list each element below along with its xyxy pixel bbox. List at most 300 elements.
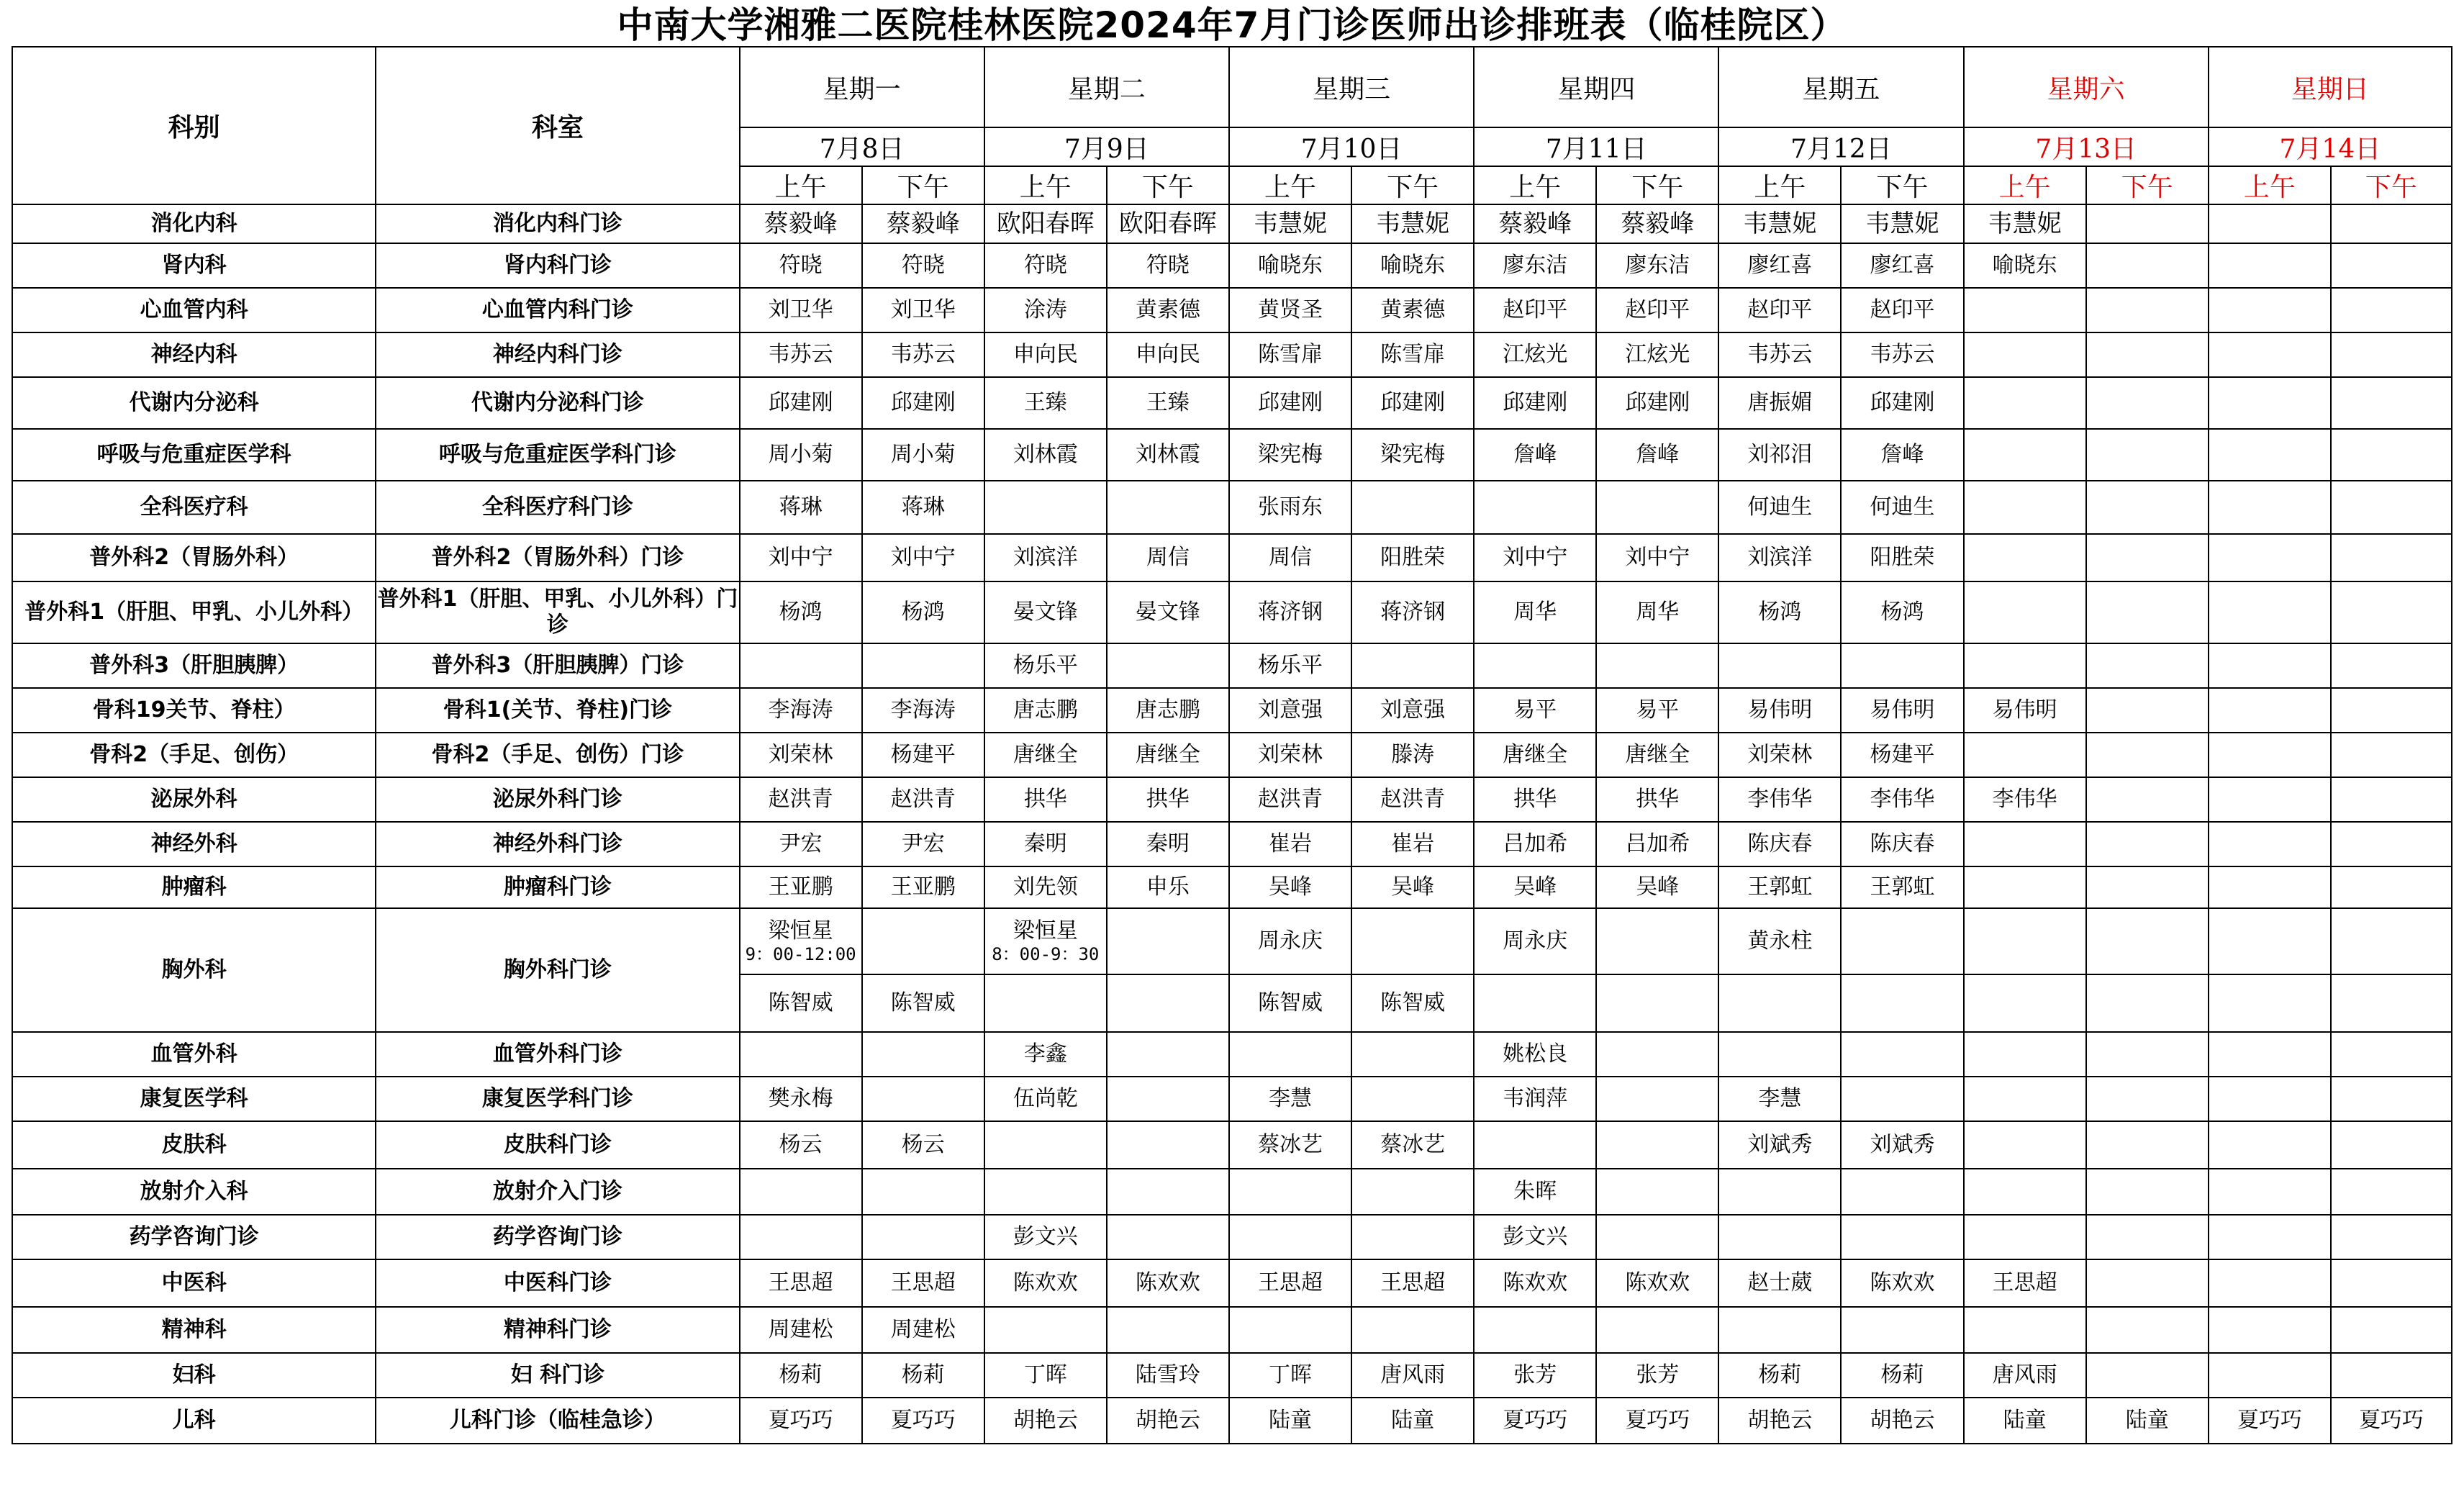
doctor-cell <box>2209 1121 2331 1169</box>
doctor-cell: 易伟明 <box>1964 688 2086 733</box>
table-row <box>12 243 2452 288</box>
doctor-cell: 刘中宁 <box>862 534 984 581</box>
doctor-cell: 张芳 <box>1474 1353 1596 1398</box>
doctor-cell: 陈智威 <box>1229 974 1351 1032</box>
doctor-cell: 周信 <box>1229 534 1351 581</box>
doctor-cell <box>2209 1259 2331 1307</box>
room-cell: 全科医疗科门诊 <box>376 481 739 534</box>
doctor-cell: 王思超 <box>740 1259 862 1307</box>
table-row <box>12 288 2452 332</box>
doctor-cell <box>2331 1215 2452 1259</box>
doctor-cell: 喻晓东 <box>1229 243 1351 288</box>
doctor-cell <box>1964 733 2086 777</box>
doctor-cell: 陈庆春 <box>1841 822 1963 866</box>
doctor-cell: 杨鸿 <box>1718 581 1841 643</box>
doctor-cell: 刘荣林 <box>740 733 862 777</box>
doctor-cell <box>1596 1169 1718 1215</box>
doctor-cell <box>2209 332 2331 377</box>
am-header: 上午 <box>1474 166 1596 204</box>
doctor-cell: 赵士葳 <box>1718 1259 1841 1307</box>
doctor-cell: 韦苏云 <box>1718 332 1841 377</box>
doctor-cell: 陈庆春 <box>1718 822 1841 866</box>
dept-cell: 药学咨询门诊 <box>12 1215 376 1259</box>
doctor-cell <box>1107 1169 1229 1215</box>
dept-cell: 放射介入科 <box>12 1169 376 1215</box>
doctor-cell: 陈欢欢 <box>1596 1259 1718 1307</box>
doctor-cell: 朱晖 <box>1474 1169 1596 1215</box>
table-row <box>12 534 2452 581</box>
doctor-cell <box>1351 1169 1474 1215</box>
doctor-cell: 杨云 <box>740 1121 862 1169</box>
doctor-cell: 蔡毅峰 <box>1596 204 1718 243</box>
doctor-cell <box>2209 777 2331 822</box>
table-row <box>12 429 2452 481</box>
doctor-cell: 周华 <box>1474 581 1596 643</box>
doctor-cell <box>1351 481 1474 534</box>
doctor-cell <box>1351 908 1474 974</box>
doctor-cell: 阳胜荣 <box>1841 534 1963 581</box>
doctor-cell <box>2086 332 2209 377</box>
doctor-cell <box>1964 1032 2086 1077</box>
pm-header: 下午 <box>1107 166 1229 204</box>
am-header: 上午 <box>1964 166 2086 204</box>
doctor-cell <box>2331 643 2452 688</box>
doctor-cell <box>2209 733 2331 777</box>
doctor-cell: 廖红喜 <box>1841 243 1963 288</box>
doctor-cell: 唐风雨 <box>1964 1353 2086 1398</box>
doctor-cell <box>1107 908 1229 974</box>
doctor-cell <box>1596 1215 1718 1259</box>
doctor-cell: 王亚鹏 <box>740 866 862 908</box>
doctor-cell <box>1474 908 1596 974</box>
date-header: 7月14日 <box>2209 127 2452 166</box>
doctor-cell <box>1841 974 1963 1032</box>
doctor-cell: 夏巧巧 <box>1474 1398 1596 1444</box>
doctor-cell: 杨云 <box>862 1121 984 1169</box>
room-cell: 皮肤科门诊 <box>376 1121 739 1169</box>
doctor-cell: 伍尚乾 <box>984 1077 1107 1121</box>
doctor-cell <box>1964 1121 2086 1169</box>
doctor-cell <box>1964 974 2086 1032</box>
doctor-cell <box>1718 1169 1841 1215</box>
doctor-cell <box>2086 1353 2209 1398</box>
doctor-cell: 杨鸿 <box>740 581 862 643</box>
doctor-cell: 李海涛 <box>862 688 984 733</box>
doctor-cell <box>740 1169 862 1215</box>
doctor-cell: 夏巧巧 <box>740 1398 862 1444</box>
page-title: 中南大学湘雅二医院桂林医院2024年7月门诊医师出诊排班表（临桂院区） <box>617 4 1847 46</box>
doctor-cell: 周建松 <box>862 1307 984 1353</box>
doctor-cell <box>1964 481 2086 534</box>
doctor-cell: 李慧 <box>1229 1077 1351 1121</box>
doctor-cell <box>1964 822 2086 866</box>
doctor-cell: 蔡毅峰 <box>740 204 862 243</box>
pm-header: 下午 <box>2331 166 2452 204</box>
doctor-cell <box>862 1215 984 1259</box>
doctor-cell <box>1107 481 1229 534</box>
dept-cell: 代谢内分泌科 <box>12 377 376 429</box>
doctor-cell: 韦慧妮 <box>1229 204 1351 243</box>
doctor-cell <box>1718 1032 1841 1077</box>
doctor-cell: 詹峰 <box>1841 429 1963 481</box>
table-row <box>12 204 2452 243</box>
doctor-cell: 韦润萍 <box>1474 1077 1596 1121</box>
column-header-room: 科室 <box>376 47 739 204</box>
doctor-cell: 李鑫 <box>984 1032 1107 1077</box>
doctor-cell <box>2209 243 2331 288</box>
doctor-cell <box>1229 1307 1351 1353</box>
doctor-cell: 廖红喜 <box>1718 243 1841 288</box>
doctor-cell <box>1718 1307 1841 1353</box>
doctor-cell <box>1964 377 2086 429</box>
doctor-name: 周永庆 <box>1503 928 1568 954</box>
doctor-cell: 李伟华 <box>1841 777 1963 822</box>
doctor-cell: 韦苏云 <box>740 332 862 377</box>
doctor-cell: 韦苏云 <box>862 332 984 377</box>
doctor-cell <box>2086 534 2209 581</box>
doctor-cell: 黄贤圣 <box>1229 288 1351 332</box>
doctor-cell: 周信 <box>1107 534 1229 581</box>
doctor-cell <box>2209 1307 2331 1353</box>
doctor-name: 周永庆 <box>1258 928 1323 954</box>
room-cell: 普外科3（肝胆胰脾）门诊 <box>376 643 739 688</box>
doctor-cell: 张芳 <box>1596 1353 1718 1398</box>
room-cell: 放射介入门诊 <box>376 1169 739 1215</box>
doctor-cell <box>1351 643 1474 688</box>
doctor-cell: 喻晓东 <box>1964 243 2086 288</box>
doctor-cell: 詹峰 <box>1474 429 1596 481</box>
room-cell: 药学咨询门诊 <box>376 1215 739 1259</box>
doctor-cell <box>2209 204 2331 243</box>
doctor-cell: 刘斌秀 <box>1718 1121 1841 1169</box>
doctor-cell <box>862 908 984 974</box>
doctor-cell: 韦苏云 <box>1841 332 1963 377</box>
doctor-cell <box>740 643 862 688</box>
room-cell: 胸外科门诊 <box>376 908 739 1032</box>
dept-cell: 肾内科 <box>12 243 376 288</box>
doctor-cell: 符晓 <box>740 243 862 288</box>
doctor-cell: 唐继全 <box>1107 733 1229 777</box>
doctor-cell: 胡艳云 <box>1107 1398 1229 1444</box>
doctor-cell <box>984 1307 1107 1353</box>
doctor-cell <box>2331 429 2452 481</box>
doctor-cell: 拱华 <box>984 777 1107 822</box>
table-row <box>12 643 2452 688</box>
doctor-cell <box>1841 1169 1963 1215</box>
doctor-cell: 夏巧巧 <box>2209 1398 2331 1444</box>
doctor-cell: 胡艳云 <box>1718 1398 1841 1444</box>
doctor-cell: 刘先领 <box>984 866 1107 908</box>
table-row <box>12 1121 2452 1169</box>
doctor-cell: 易伟明 <box>1718 688 1841 733</box>
am-header: 上午 <box>740 166 862 204</box>
doctor-cell: 夏巧巧 <box>862 1398 984 1444</box>
room-cell: 骨科1(关节、脊柱)门诊 <box>376 688 739 733</box>
doctor-cell: 刘荣林 <box>1229 733 1351 777</box>
doctor-cell <box>2331 581 2452 643</box>
doctor-cell: 赵印平 <box>1841 288 1963 332</box>
dept-cell: 精神科 <box>12 1307 376 1353</box>
dept-cell: 中医科 <box>12 1259 376 1307</box>
doctor-cell: 彭文兴 <box>1474 1215 1596 1259</box>
room-cell: 神经内科门诊 <box>376 332 739 377</box>
doctor-cell: 拱华 <box>1474 777 1596 822</box>
doctor-cell <box>2086 643 2209 688</box>
doctor-cell: 赵洪青 <box>1351 777 1474 822</box>
doctor-cell <box>2086 688 2209 733</box>
doctor-cell: 王思超 <box>1351 1259 1474 1307</box>
doctor-cell <box>1964 429 2086 481</box>
doctor-cell: 夏巧巧 <box>2331 1398 2452 1444</box>
doctor-cell <box>1596 1121 1718 1169</box>
doctor-cell <box>1964 581 2086 643</box>
doctor-cell: 秦明 <box>1107 822 1229 866</box>
doctor-cell: 周华 <box>1596 581 1718 643</box>
room-cell: 骨科2（手足、创伤）门诊 <box>376 733 739 777</box>
doctor-cell <box>2209 377 2331 429</box>
time-range: 8：00-9：30 <box>992 944 1100 964</box>
doctor-cell <box>2086 733 2209 777</box>
dept-cell: 血管外科 <box>12 1032 376 1077</box>
doctor-cell <box>1964 1215 2086 1259</box>
doctor-cell <box>2331 908 2452 974</box>
dept-cell: 神经外科 <box>12 822 376 866</box>
table-row <box>12 1259 2452 1307</box>
doctor-cell <box>2331 1169 2452 1215</box>
doctor-cell <box>1964 643 2086 688</box>
doctor-cell <box>2209 534 2331 581</box>
doctor-cell <box>984 481 1107 534</box>
doctor-cell <box>740 908 862 974</box>
doctor-cell: 唐继全 <box>1596 733 1718 777</box>
doctor-cell: 唐志鹏 <box>1107 688 1229 733</box>
doctor-cell: 吴峰 <box>1351 866 1474 908</box>
doctor-cell <box>1351 1077 1474 1121</box>
doctor-cell <box>2086 1032 2209 1077</box>
table-row <box>12 1353 2452 1398</box>
doctor-cell <box>2331 1121 2452 1169</box>
doctor-cell: 杨鸿 <box>1841 581 1963 643</box>
room-cell: 肿瘤科门诊 <box>376 866 739 908</box>
doctor-cell <box>2086 1307 2209 1353</box>
doctor-cell: 刘中宁 <box>1596 534 1718 581</box>
doctor-cell <box>2209 974 2331 1032</box>
doctor-cell: 丁晖 <box>984 1353 1107 1398</box>
doctor-cell: 杨建平 <box>862 733 984 777</box>
doctor-cell <box>2086 866 2209 908</box>
doctor-cell: 唐振媚 <box>1718 377 1841 429</box>
dept-cell: 肿瘤科 <box>12 866 376 908</box>
doctor-cell <box>2209 1215 2331 1259</box>
date-header: 7月10日 <box>1229 127 1474 166</box>
date-header: 7月8日 <box>740 127 984 166</box>
doctor-cell: 易平 <box>1474 688 1596 733</box>
doctor-cell: 杨建平 <box>1841 733 1963 777</box>
doctor-cell: 吴峰 <box>1596 866 1718 908</box>
doctor-cell: 王思超 <box>862 1259 984 1307</box>
doctor-cell <box>2331 777 2452 822</box>
doctor-cell: 李伟华 <box>1964 777 2086 822</box>
doctor-cell <box>1107 1307 1229 1353</box>
doctor-cell <box>2086 908 2209 974</box>
doctor-cell <box>2331 1353 2452 1398</box>
doctor-cell <box>2209 429 2331 481</box>
date-header: 7月11日 <box>1474 127 1718 166</box>
doctor-cell: 唐继全 <box>984 733 1107 777</box>
doctor-cell: 邱建刚 <box>1841 377 1963 429</box>
doctor-cell <box>862 1169 984 1215</box>
doctor-cell <box>1107 1215 1229 1259</box>
doctor-cell: 蒋济钢 <box>1229 581 1351 643</box>
doctor-cell <box>2209 866 2331 908</box>
room-cell: 血管外科门诊 <box>376 1032 739 1077</box>
day-header: 星期一 <box>740 47 984 127</box>
doctor-cell: 陈智威 <box>1351 974 1474 1032</box>
dept-cell: 呼吸与危重症医学科 <box>12 429 376 481</box>
doctor-cell <box>1474 643 1596 688</box>
doctor-cell: 秦明 <box>984 822 1107 866</box>
doctor-cell <box>1107 643 1229 688</box>
doctor-cell: 陆童 <box>1351 1398 1474 1444</box>
doctor-cell: 陈欢欢 <box>1107 1259 1229 1307</box>
doctor-cell <box>2331 974 2452 1032</box>
doctor-cell <box>2086 581 2209 643</box>
doctor-cell <box>1474 974 1596 1032</box>
doctor-cell: 韦慧妮 <box>1718 204 1841 243</box>
doctor-cell: 彭文兴 <box>984 1215 1107 1259</box>
doctor-cell: 拱华 <box>1596 777 1718 822</box>
doctor-cell <box>2331 733 2452 777</box>
doctor-cell: 滕涛 <box>1351 733 1474 777</box>
doctor-cell: 陈智威 <box>862 974 984 1032</box>
doctor-cell: 崔岩 <box>1351 822 1474 866</box>
room-cell: 代谢内分泌科门诊 <box>376 377 739 429</box>
doctor-cell: 尹宏 <box>862 822 984 866</box>
doctor-cell <box>2331 243 2452 288</box>
doctor-cell: 樊永梅 <box>740 1077 862 1121</box>
doctor-cell: 胡艳云 <box>1841 1398 1963 1444</box>
table-row <box>12 1032 2452 1077</box>
doctor-cell: 邱建刚 <box>862 377 984 429</box>
doctor-cell: 吕加希 <box>1474 822 1596 866</box>
room-cell: 妇 科门诊 <box>376 1353 739 1398</box>
am-header: 上午 <box>2209 166 2331 204</box>
doctor-cell: 韦慧妮 <box>1964 204 2086 243</box>
doctor-cell <box>984 974 1107 1032</box>
doctor-cell: 蒋琳 <box>740 481 862 534</box>
doctor-cell: 胡艳云 <box>984 1398 1107 1444</box>
doctor-cell: 李慧 <box>1718 1077 1841 1121</box>
doctor-cell: 赵洪青 <box>740 777 862 822</box>
doctor-cell: 阳胜荣 <box>1351 534 1474 581</box>
doctor-cell: 何迪生 <box>1718 481 1841 534</box>
room-cell: 呼吸与危重症医学科门诊 <box>376 429 739 481</box>
doctor-cell <box>1596 1032 1718 1077</box>
doctor-cell: 赵洪青 <box>1229 777 1351 822</box>
doctor-cell: 王思超 <box>1229 1259 1351 1307</box>
schedule-table <box>12 46 2452 1444</box>
doctor-cell <box>2209 581 2331 643</box>
doctor-cell: 刘中宁 <box>740 534 862 581</box>
table-row <box>12 1077 2452 1121</box>
doctor-cell <box>862 643 984 688</box>
doctor-cell <box>2086 243 2209 288</box>
doctor-cell <box>2209 481 2331 534</box>
doctor-cell <box>2331 1307 2452 1353</box>
am-header: 上午 <box>1718 166 1841 204</box>
doctor-cell <box>1964 908 2086 974</box>
pm-header: 下午 <box>862 166 984 204</box>
doctor-cell: 蔡毅峰 <box>1474 204 1596 243</box>
doctor-cell <box>1351 1307 1474 1353</box>
room-cell: 精神科门诊 <box>376 1307 739 1353</box>
doctor-cell: 吴峰 <box>1474 866 1596 908</box>
date-header: 7月13日 <box>1964 127 2209 166</box>
doctor-cell: 丁晖 <box>1229 1353 1351 1398</box>
room-cell: 儿科门诊（临桂急诊） <box>376 1398 739 1444</box>
doctor-cell <box>1596 1307 1718 1353</box>
doctor-cell: 刘祁泪 <box>1718 429 1841 481</box>
doctor-cell: 尹宏 <box>740 822 862 866</box>
doctor-cell: 杨乐平 <box>984 643 1107 688</box>
table-row <box>12 777 2452 822</box>
doctor-cell: 王臻 <box>984 377 1107 429</box>
doctor-cell: 蔡冰艺 <box>1229 1121 1351 1169</box>
doctor-cell: 杨鸿 <box>862 581 984 643</box>
column-header-dept: 科别 <box>12 47 376 204</box>
dept-cell: 骨科19关节、脊柱） <box>12 688 376 733</box>
doctor-cell <box>984 1121 1107 1169</box>
table-row <box>12 481 2452 534</box>
doctor-cell <box>740 1215 862 1259</box>
pm-header: 下午 <box>2086 166 2209 204</box>
doctor-cell: 易平 <box>1596 688 1718 733</box>
date-header: 7月9日 <box>984 127 1229 166</box>
doctor-cell: 晏文锋 <box>1107 581 1229 643</box>
doctor-cell <box>1107 1121 1229 1169</box>
doctor-cell: 邱建刚 <box>1474 377 1596 429</box>
doctor-cell <box>2086 481 2209 534</box>
doctor-cell <box>2331 481 2452 534</box>
doctor-cell <box>2086 377 2209 429</box>
doctor-cell <box>2086 822 2209 866</box>
doctor-cell <box>2209 822 2331 866</box>
doctor-cell: 刘意强 <box>1229 688 1351 733</box>
doctor-cell: 邱建刚 <box>1596 377 1718 429</box>
doctor-cell <box>1107 1032 1229 1077</box>
doctor-cell <box>1718 1215 1841 1259</box>
doctor-cell <box>2209 1353 2331 1398</box>
doctor-cell: 申向民 <box>1107 332 1229 377</box>
dept-cell: 神经内科 <box>12 332 376 377</box>
doctor-cell: 易伟明 <box>1841 688 1963 733</box>
doctor-cell <box>862 1032 984 1077</box>
pm-header: 下午 <box>1351 166 1474 204</box>
doctor-cell: 蔡毅峰 <box>862 204 984 243</box>
doctor-cell: 刘滨洋 <box>1718 534 1841 581</box>
doctor-cell: 崔岩 <box>1229 822 1351 866</box>
dept-cell: 心血管内科 <box>12 288 376 332</box>
doctor-cell: 吕加希 <box>1596 822 1718 866</box>
doctor-cell <box>2086 1259 2209 1307</box>
doctor-cell: 姚松良 <box>1474 1032 1596 1077</box>
doctor-cell: 符晓 <box>1107 243 1229 288</box>
doctor-cell: 何迪生 <box>1841 481 1963 534</box>
doctor-cell <box>2209 688 2331 733</box>
doctor-cell <box>1841 1307 1963 1353</box>
table-row <box>12 908 2452 974</box>
doctor-cell <box>1964 866 2086 908</box>
